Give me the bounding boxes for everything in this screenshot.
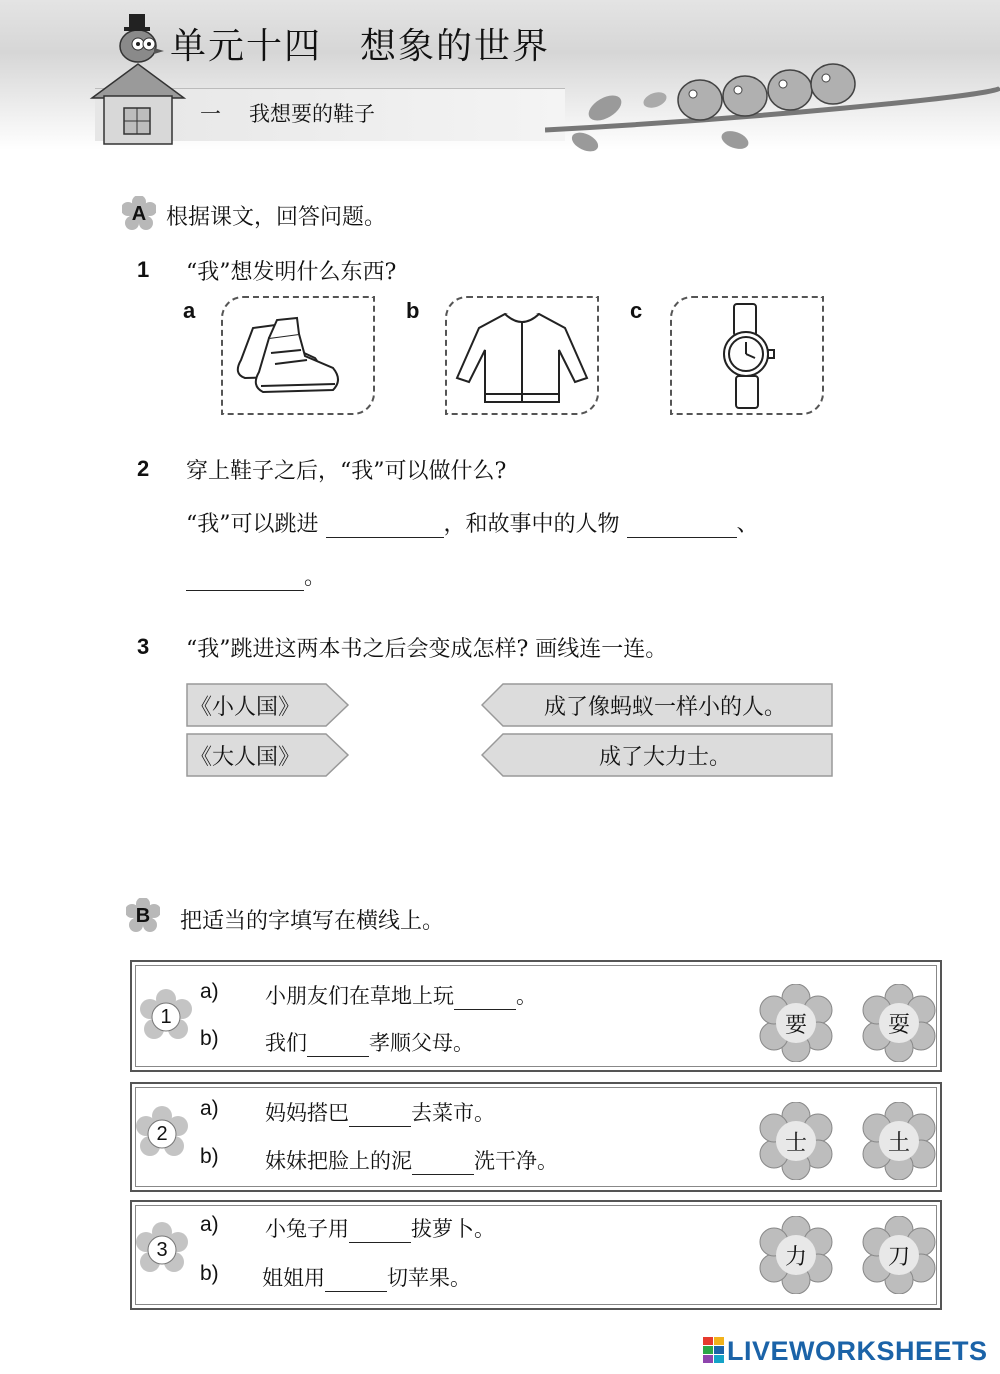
watermark-text: LIVEWORKSHEETS (727, 1335, 988, 1366)
group-3-choice-1[interactable] (757, 1216, 835, 1294)
outcome-tag-ant-sized[interactable]: 成了像蚂蚁一样小的人。 (543, 694, 786, 720)
group-3-number-badge (134, 1222, 190, 1278)
q2-answer-part1: “我”可以跳进 (186, 512, 319, 537)
group-2-row-a-blank[interactable] (349, 1104, 411, 1127)
branch-birds-illustration (545, 60, 1000, 160)
section-a-badge (122, 196, 156, 230)
section-a-letter: A (131, 203, 147, 225)
q2-answer-line-2 (186, 560, 326, 591)
q2-blank-3[interactable] (186, 568, 304, 591)
q2-blank-1[interactable] (326, 515, 444, 538)
q1-option-b-letter: b (406, 298, 420, 323)
group-1-row-b-after: 孝顺父母。 (369, 1031, 474, 1055)
lesson-title (200, 98, 375, 128)
group-3-number: 3 (156, 1238, 168, 1261)
q3-number: 3 (137, 634, 150, 659)
q2-blank-2[interactable] (627, 515, 737, 538)
group-1-number: 1 (160, 1005, 172, 1028)
q1-option-c-watch[interactable] (670, 296, 824, 415)
outcome-tag-strongman[interactable]: 成了大力士。 (598, 744, 731, 770)
group-3-row-a-before: 小兔子用 (265, 1217, 349, 1241)
group-3-row-b (262, 1262, 471, 1292)
q2-answer-part3: 、 (736, 512, 759, 537)
group-1-row-a-blank[interactable] (454, 987, 516, 1010)
q2-answer-line-1 (186, 507, 759, 538)
q1-option-a-shoes[interactable] (221, 296, 375, 415)
group-2-row-b (265, 1145, 558, 1175)
group-1-choice-2[interactable] (860, 984, 938, 1062)
group-2-choice-2[interactable] (860, 1102, 938, 1180)
group-2-row-a (265, 1097, 495, 1127)
group-2-row-b-after: 洗干净。 (474, 1149, 558, 1173)
group-3-row-a (265, 1213, 495, 1243)
section-b-instruction: 把适当的字填写在横线上。 (180, 909, 445, 934)
q2-text: 穿上鞋子之后，“我”可以做什么? (186, 459, 507, 484)
group-2-row-b-blank[interactable] (412, 1152, 474, 1175)
group-3-choice-2-char: 刀 (887, 1244, 910, 1270)
q2-answer-end: 。 (304, 565, 327, 590)
q1-option-a-letter: a (183, 298, 196, 323)
q1-option-b-jacket[interactable] (445, 296, 599, 415)
jacket-icon (447, 298, 597, 413)
group-1-row-a-letter: a) (200, 980, 219, 1003)
group-1-row-a (265, 980, 537, 1010)
book-tag-giants[interactable]: 《大人国》 (190, 744, 301, 770)
group-2-row-a-before: 妈妈搭巴 (265, 1101, 349, 1125)
liveworksheets-logo-icon (703, 1337, 725, 1365)
group-3-choice-2[interactable] (860, 1216, 938, 1294)
q3-text: “我”跳进这两本书之后会变成怎样? 画线连一连。 (186, 637, 668, 662)
q2-answer-part2: ，和故事中的人物 (443, 512, 620, 537)
group-1-row-a-before: 小朋友们在草地上玩 (265, 984, 454, 1008)
section-b-letter: B (135, 905, 151, 927)
shoes-icon (223, 298, 373, 413)
group-1-row-a-after: 。 (516, 984, 537, 1008)
book-tag-small-people[interactable]: 《小人国》 (190, 694, 301, 720)
group-3-row-b-after: 切苹果。 (387, 1266, 471, 1290)
group-1-choice-2-char: 耍 (887, 1012, 910, 1038)
group-1-row-b-blank[interactable] (307, 1034, 369, 1057)
group-2-row-b-letter: b) (200, 1145, 219, 1168)
unit-title: 单元十四 想象的世界 (170, 26, 551, 67)
group-1-row-b (265, 1027, 474, 1057)
lesson-number: 一 (200, 102, 221, 126)
group-2-choice-1[interactable] (757, 1102, 835, 1180)
group-2-row-a-after: 去菜市。 (411, 1101, 495, 1125)
group-3-row-b-blank[interactable] (325, 1269, 387, 1292)
wristwatch-icon (672, 298, 822, 413)
group-1-choice-1[interactable] (757, 984, 835, 1062)
group-3-row-b-letter: b) (200, 1262, 219, 1285)
q1-number: 1 (137, 257, 150, 282)
group-2-row-b-before: 妹妹把脸上的泥 (265, 1149, 412, 1173)
q2-number: 2 (137, 456, 150, 481)
group-3-row-b-before: 姐姐用 (262, 1266, 325, 1290)
group-3-row-a-after: 拔萝卜。 (411, 1217, 495, 1241)
group-3-row-a-blank[interactable] (349, 1220, 411, 1243)
section-b-badge (126, 898, 160, 932)
lesson-title-text: 我想要的鞋子 (249, 102, 375, 126)
group-3-row-a-letter: a) (200, 1213, 219, 1236)
group-2-choice-1-char: 士 (784, 1130, 807, 1156)
group-2-row-a-letter: a) (200, 1097, 219, 1120)
group-3-choice-1-char: 力 (784, 1244, 807, 1270)
section-a-instruction: 根据课文，回答问题。 (166, 205, 387, 230)
group-1-choice-1-char: 要 (784, 1012, 807, 1038)
q1-option-c-letter: c (630, 298, 643, 323)
group-1-number-badge (138, 989, 194, 1045)
group-2-number: 2 (156, 1122, 168, 1145)
q1-text: “我”想发明什么东西? (186, 260, 397, 285)
liveworksheets-watermark[interactable] (703, 1336, 988, 1366)
group-2-number-badge (134, 1106, 190, 1162)
group-1-row-b-letter: b) (200, 1027, 219, 1050)
group-2-choice-2-char: 土 (887, 1130, 910, 1156)
group-1-row-b-before: 我们 (265, 1031, 307, 1055)
